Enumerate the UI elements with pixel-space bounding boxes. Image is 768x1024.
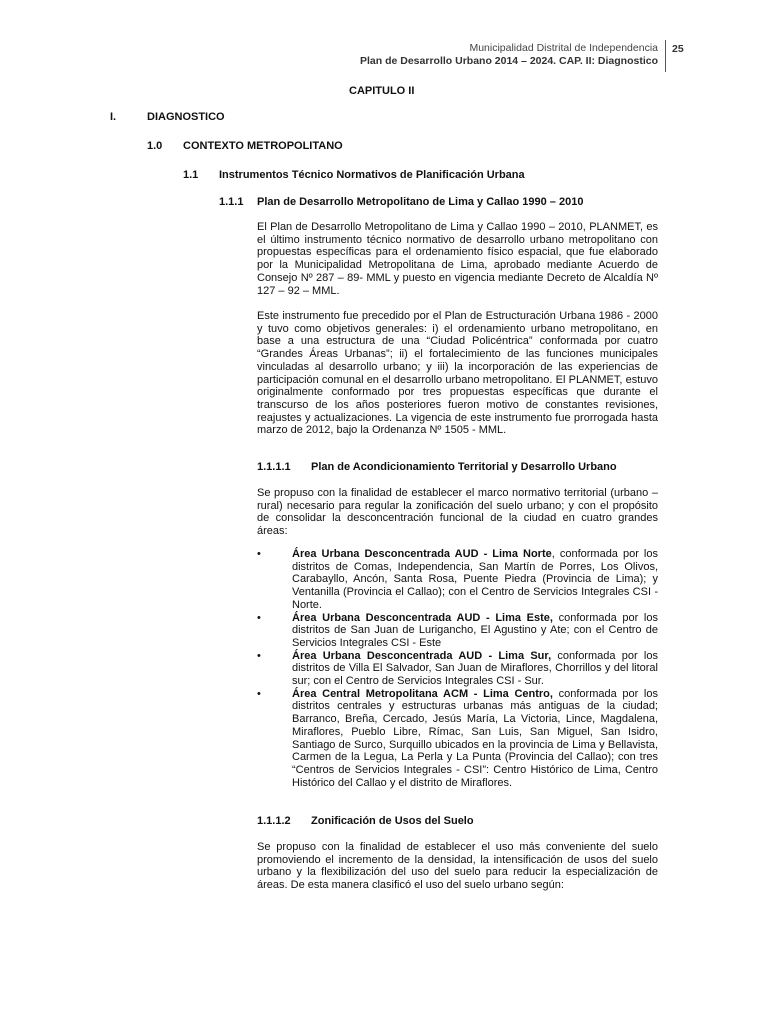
subsection-title: CONTEXTO METROPOLITANO — [183, 140, 343, 152]
list-item-heading: Área Urbana Desconcentrada AUD - Lima Sur, — [292, 649, 552, 662]
subsection-title: Plan de Desarrollo Metropolitano de Lima y Callao 1990 – 2010 — [257, 196, 584, 208]
subsection-title: Plan de Acondicionamiento Territorial y Desarrollo Urbano — [311, 461, 617, 473]
bullet-marker: • — [257, 649, 261, 662]
page-number: 25 — [672, 43, 684, 55]
list-item-heading: Área Urbana Desconcentrada AUD - Lima Norte — [292, 548, 552, 560]
list-item-text: , conformada por los distritos de Comas, Independencia, San Martín de Porres, Los Olivos, Carabayllo, Ancón, Santa Rosa, Puente Piedra (Provincia de Lima); y Ventanilla (Provincia el Callao); con el Centro de Servicios Integrales CSI - Norte. — [292, 548, 658, 611]
list-item-heading: Área Urbana Desconcentrada AUD - Lima Este, — [292, 611, 553, 624]
paragraph-planmet-intro: El Plan de Desarrollo Metropolitano de Lima y Callao 1990 – 2010, PLANMET, es el último instrumento técnico normativo de desarrollo urbano metropolitano con propuestas específicas para el ordenamiento físico espacial, que fue elaborado por la Municipalidad Metropolitana de Lima, aprobado mediante Acuerdo de Consejo Nº 287 – 89- MML y puesto en vigencia mediante Decreto de Alcaldía Nº 127 – 92 – MML. — [257, 221, 658, 297]
section-number: I. — [110, 111, 117, 123]
chapter-title: CAPITULO II — [349, 85, 415, 97]
subsection-number: 1.0 — [147, 140, 163, 152]
list-item-text: conformada por los distritos centrales y estructuras urbanas más antiguas de la ciudad; Barranco, Breña, Cercado, Jesús María, La Victoria, Lince, Magdalena, Miraflores, Pueblo Libre, Rímac, San Luis, San Miguel, San Isidro, Santiago de Surco, Surquillo ubicados en la provincia de Lima y Bellavista, Carmen de la Legua, La Perla y La Punta (Provincia del Callao); con tres “Centros de Servicios Integrales - CSI”: Centro Histórico de Lima, Centro Histórico del Callao y el distrito de Miraflores. — [292, 687, 658, 789]
subsection-number: 1.1.1.1 — [257, 461, 291, 473]
bullet-marker: • — [257, 611, 261, 624]
subsection-number: 1.1.1 — [219, 196, 244, 208]
subsection-title: Zonificación de Usos del Suelo — [311, 815, 474, 827]
header-institution: Municipalidad Distrital de Independencia — [469, 42, 658, 54]
list-item — [257, 688, 658, 790]
subsection-title: Instrumentos Técnico Normativos de Planificación Urbana — [219, 169, 525, 181]
bullet-marker: • — [257, 687, 261, 700]
list-item — [257, 612, 658, 650]
list-item-text: conformada por los distritos de Villa El Salvador, San Juan de Miraflores, Chorrillos y del litoral sur; con el Centro de Servicios Integrales CSI - Sur. — [292, 649, 658, 688]
header-document-title: Plan de Desarrollo Urbano 2014 – 2024. CAP. II: Diagnostico — [360, 55, 658, 67]
list-item — [257, 650, 658, 688]
subsection-number: 1.1 — [183, 169, 199, 181]
list-item-heading: Área Central Metropolitana ACM - Lima Centro, — [292, 687, 553, 700]
running-header — [360, 42, 658, 68]
paragraph-zonificacion: Se propuso con la finalidad de establecer el uso más conveniente del suelo promoviendo el incremento de la densidad, la intensificación de usos del suelo urbano y la flexibilización del uso del suelo para reducir la especialización de áreas. De esta manera clasificó el uso del suelo urbano según: — [257, 841, 658, 892]
list-item-text: conformada por los distritos de San Juan de Lurigancho, El Agustino y Ate; con el Centro de Servicios Integrales CSI - Este — [292, 611, 658, 649]
paragraph-acondicionamiento: Se propuso con la finalidad de establecer el marco normativo territorial (urbano – rural) necesario para regular la zonificación del suelo urbano; y con el propósito de consolidar la desconcentración funcional de la ciudad en cuatro grandes áreas: — [257, 487, 658, 538]
areas-list — [257, 548, 658, 789]
section-title: DIAGNOSTICO — [147, 111, 225, 123]
list-item — [257, 548, 658, 612]
paragraph-planmet-history: Este instrumento fue precedido por el Plan de Estructuración Urbana 1986 - 2000 y tuvo como objetivos generales: i) el ordenamiento urbano metropolitano, en base a una estructura de una “Ciudad Policéntrica” conformada por cuatro “Grandes Áreas Urbanas”; ii) el fortalecimiento de las funciones municipales vinculadas al desarrollo urbano; y iii) la incorporación de las experiencias de participación comunal en el desarrollo urbano metropolitano. El PLANMET, estuvo originalmente conformado por tres propuestas específicas que durante el transcurso de los años posteriores fueron motivo de constantes revisiones, reajustes y actualizaciones. La vigencia de este instrumento fue prorrogada hasta marzo de 2012, bajo la Ordenanza Nº 1505 - MML. — [257, 310, 658, 437]
header-divider — [665, 40, 666, 72]
bullet-marker: • — [257, 548, 261, 560]
subsection-number: 1.1.1.2 — [257, 815, 291, 827]
